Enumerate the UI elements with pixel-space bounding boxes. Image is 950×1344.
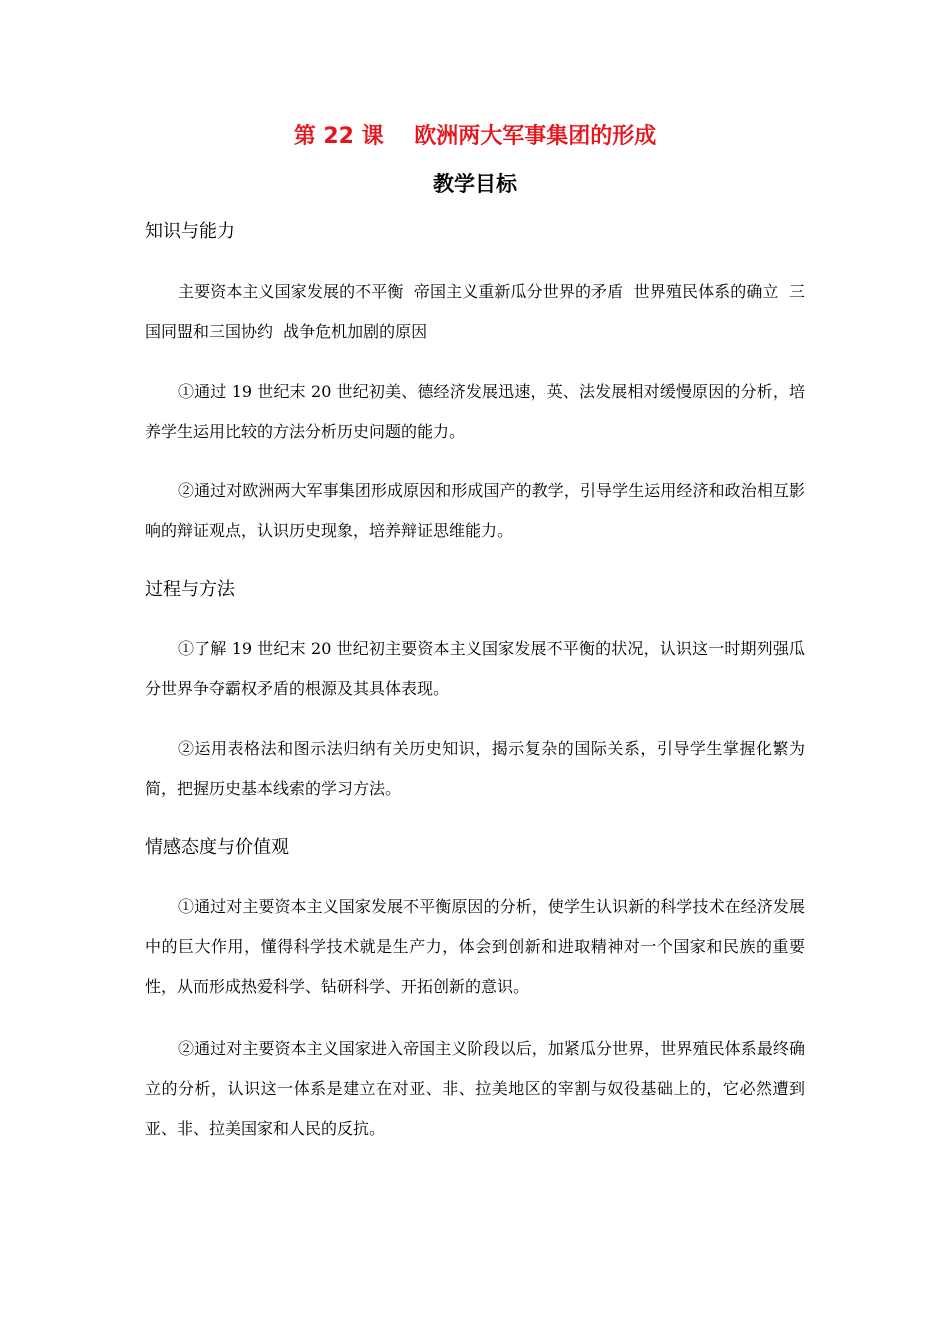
values-paragraph-1: ①通过对主要资本主义国家发展不平衡原因的分析，使学生认识新的科学技术在经济发展中的巨大作用，懂得科学技术就是生产力，体会到创新和进取精神对一个国家和民族的重要性，从而形成热爱科学、钻研科学、开拓创新的意识。 bbox=[145, 897, 805, 996]
values-paragraph-2: ②通过对主要资本主义国家进入帝国主义阶段以后，加紧瓜分世界，世界殖民体系最终确立的分析，认识这一体系是建立在对亚、非、拉美地区的宰割与奴役基础上的，它必然遭到亚、非、拉美国家和人民的反抗。 bbox=[145, 1039, 805, 1138]
knowledge-paragraph-3: ②通过对欧洲两大军事集团形成原因和形成国产的教学，引导学生运用经济和政治相互影响的辩证观点，认识历史现象，培养辩证思维能力。 bbox=[145, 481, 805, 540]
section-heading-knowledge: 知识与能力 bbox=[145, 221, 235, 242]
section-heading-process: 过程与方法 bbox=[145, 579, 235, 600]
knowledge-paragraph-2: ①通过 19 世纪末 20 世纪初美、德经济发展迅速，英、法发展相对缓慢原因的分析，培养学生运用比较的方法分析历史问题的能力。 bbox=[145, 382, 805, 441]
teaching-objectives-heading: 教学目标 bbox=[433, 172, 517, 196]
process-paragraph-2: ②运用表格法和图示法归纳有关历史知识，揭示复杂的国际关系，引导学生掌握化繁为简，把握历史基本线索的学习方法。 bbox=[145, 739, 805, 798]
section-heading-values: 情感态度与价值观 bbox=[145, 837, 289, 858]
process-paragraph-1: ①了解 19 世纪末 20 世纪初主要资本主义国家发展不平衡的状况，认识这一时期列强瓜分世界争夺霸权矛盾的根源及其具体表现。 bbox=[145, 639, 805, 698]
lesson-title: 第 22 课 欧洲两大军事集团的形成 bbox=[293, 124, 657, 149]
knowledge-paragraph-1: 主要资本主义国家发展的不平衡 帝国主义重新瓜分世界的矛盾 世界殖民体系的确立 三国同盟和三国协约 战争危机加剧的原因 bbox=[145, 282, 805, 341]
